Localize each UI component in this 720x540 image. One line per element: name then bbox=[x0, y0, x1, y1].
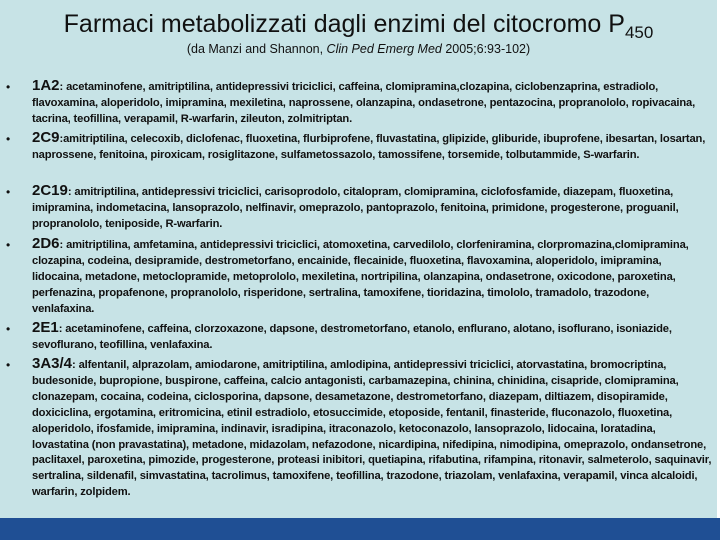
citation bbox=[0, 42, 717, 56]
citation-suffix: 2005;6:93-102) bbox=[441, 42, 531, 56]
entry-body bbox=[32, 78, 714, 128]
enzyme-label: 2D6 bbox=[32, 235, 60, 252]
entry-body bbox=[32, 236, 714, 318]
enzyme-label: 1A2 bbox=[32, 77, 60, 94]
enzyme-label: 3A3/4 bbox=[32, 355, 73, 372]
citation-prefix: (da Manzi and Shannon, bbox=[186, 42, 327, 56]
footer-bar bbox=[0, 518, 720, 540]
enzyme-label: 2C19 bbox=[32, 182, 68, 199]
title-main: Farmaci metabolizzati dagli enzimi del citocromo P bbox=[63, 10, 625, 38]
enzyme-label: 2C9 bbox=[32, 129, 60, 146]
drug-list: : acetaminofene, caffeina, clorzoxazone, dapsone, destrometorfano, etanolo, enflurano, alotano, isoflurano, isoniazide, sevoflurano, teofillina, venlafaxina. bbox=[32, 323, 672, 351]
entry-body bbox=[32, 183, 714, 233]
entry-body bbox=[32, 320, 714, 354]
enzyme-label: 2E1 bbox=[32, 319, 59, 336]
bullet: • bbox=[6, 358, 11, 372]
page-title bbox=[0, 10, 717, 42]
bullet: • bbox=[6, 238, 11, 252]
drug-list: : amitriptilina, amfetamina, antidepressivi triciclici, atomoxetina, carvedilolo, clorfeniramina, clorpromazina,clomipramina, clozapina, codeina, desipramide, destrometorfano, encainide, flecainide, fluoxetina, flavoxamina, aloperidolo, imipramina, lidocaina, metadone, metoclopramide, metoprololo, mexiletina, nortripilina, olanzapina, ondasetrone, oxicodone, paroxetina, perfenazina, propafenone, propranololo, risperidone, sertralina, tamoxifene, tioridazina, timololo, tramadolo, trazodone, venlafaxina. bbox=[32, 239, 689, 315]
drug-list: : amitriptilina, antidepressivi triciclici, carisoprodolo, citalopram, clomipramina, ciclofosfamide, diazepam, fluoxetina, imipramina, indometacina, lansoprazolo, nelfinavir, omeprazolo, pantoprazolo, fenitoina, primidone, progesterone, proguanil, propranololo, teniposide, R-warfarin. bbox=[32, 186, 679, 230]
bullet: • bbox=[6, 185, 11, 199]
drug-list: :amitriptilina, celecoxib, diclofenac, fluoxetina, flurbiprofene, fluvastatina, glipizide, gliburide, ibuprofene, ibesartan, losartan, naprossene, fenitoina, piroxicam, rosiglitazone, sulfametossazolo, tamossifene, torsemide, tolbutammide, S-warfarin. bbox=[32, 133, 706, 161]
entry-body bbox=[32, 356, 714, 501]
title-subscript: 450 bbox=[624, 23, 654, 42]
drug-list: : acetaminofene, amitriptilina, antidepressivi triciclici, caffeina, clomipramina,clozapina, ciclobenzaprina, estradiolo, flavoxamina, aloperidolo, imipramina, mexiletina, naprossene, olanzapina, ondasetrone, pentazocina, propranololo, ropivacaina, tacrina, teofillina, verapamil, R-warfarin, zileuton, zolmitriptan. bbox=[32, 81, 696, 125]
bullet: • bbox=[6, 80, 11, 94]
citation-journal: Clin Ped Emerg Med bbox=[326, 42, 442, 56]
drug-list: : alfentanil, alprazolam, amiodarone, amitriptilina, amlodipina, antidepressivi triciclici, atorvastatina, bromocriptina, budesonide, bupropione, buspirone, caffeina, calcio antagonisti, carbamazepina, chinina, chinidina, cisapride, clomipramina, clonazepam, cocaina, codeina, ciclosporina, dapsone, desametazone, destrometorfano, diazepam, diltiazem, disopiramide, doxiciclina, ergotamina, eritromicina, etinil estradiolo, etosuccimide, etoposide, fentanil, finasteride, fluconazolo, fluoxetina, aloperidolo, ifosfamide, imipramina, indinavir, isradipina, itraconazolo, ketoconazolo, lansoprazolo, lidocaina, loratadina, lovastatina (non pravastatina), metadone, midazolam, nefazodone, nicardipina, nifedipina, nimodipina, omeprazolo, ondansetrone, paclitaxel, paroxetina, pimozide, progesterone, proteasi inibitori, quetiapina, rifabutina, rifampina, ritonavir, salmeterolo, saquinavir, sertralina, sildenafil, simvastatina, tacrolimus, tamoxifene, teofillina, trazodone, triazolam, venlafaxina, verapamil, vinca alcaloidi, warfarin, zolpidem. bbox=[32, 359, 712, 499]
bullet: • bbox=[6, 132, 11, 146]
bullet: • bbox=[6, 322, 11, 336]
entry-body bbox=[32, 130, 714, 164]
